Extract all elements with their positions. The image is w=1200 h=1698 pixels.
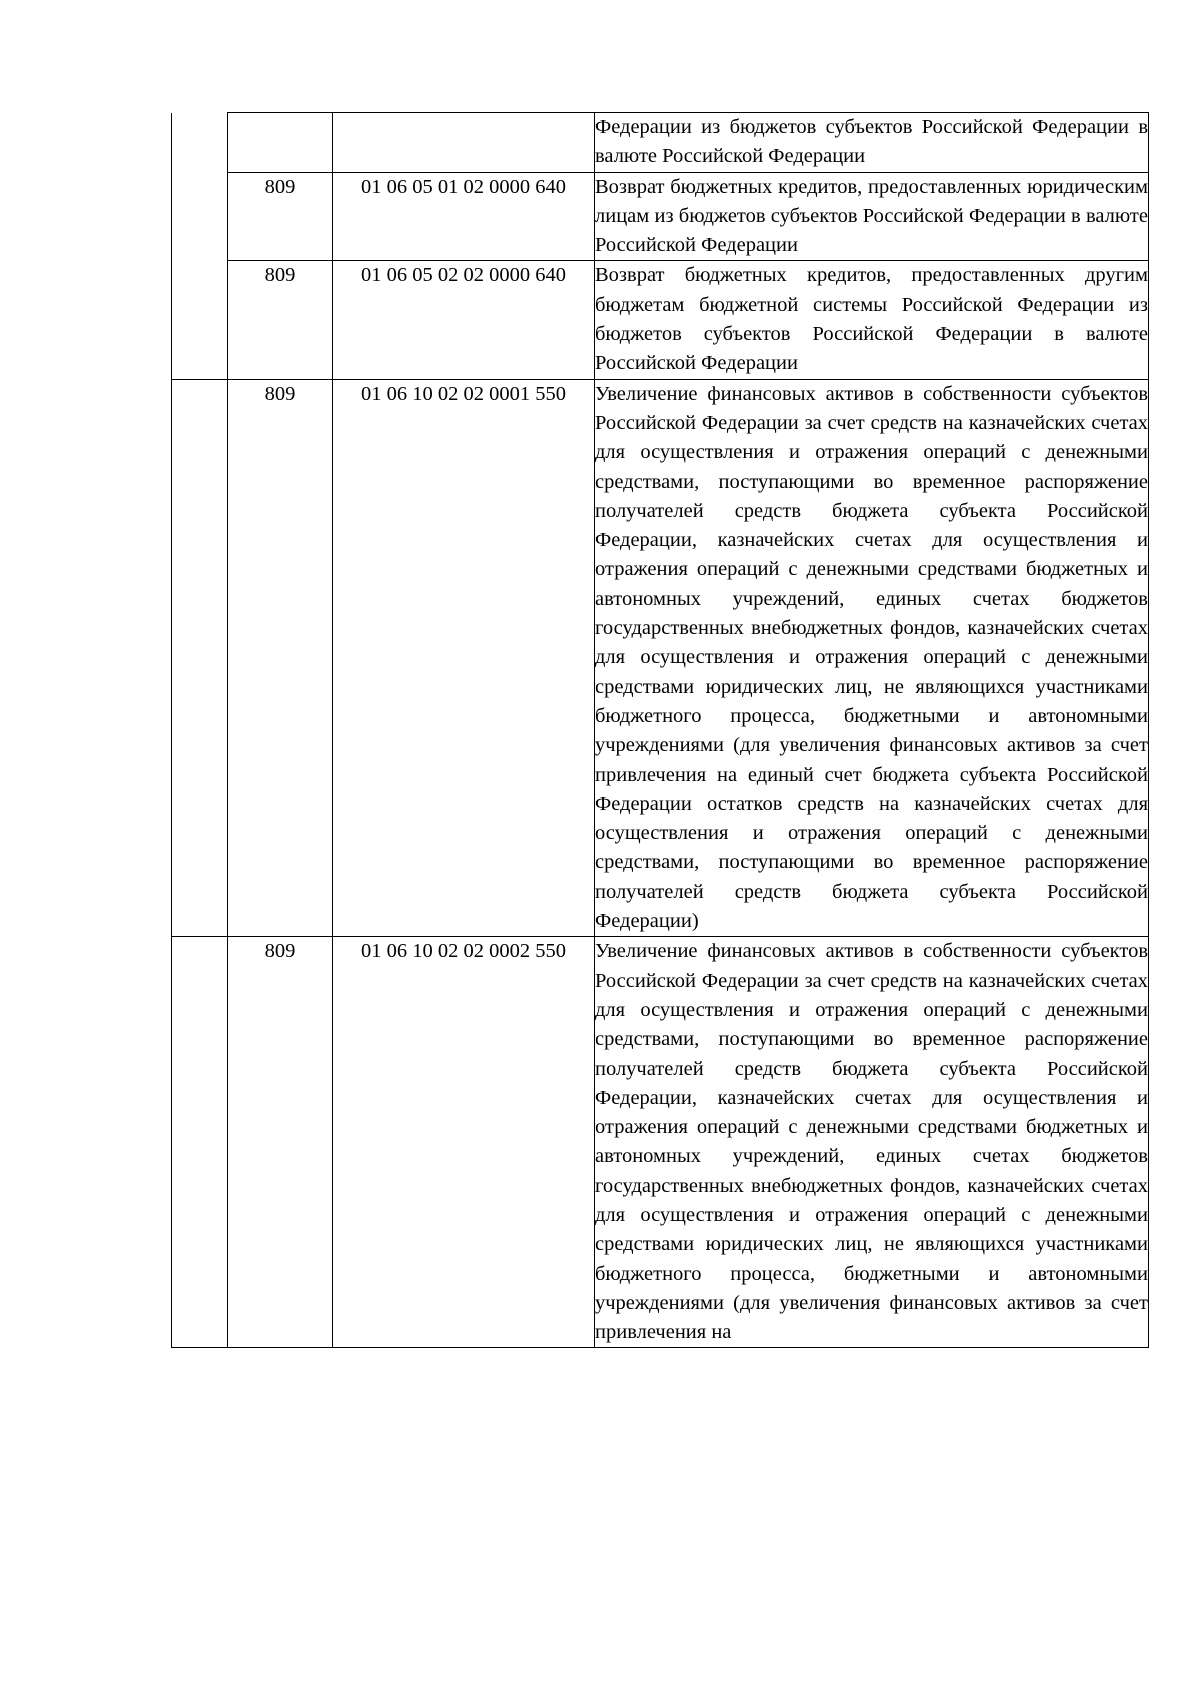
table-row (172, 261, 1149, 379)
budget-class-code-cell: 01 06 10 02 02 0001 550 (333, 379, 595, 937)
budget-class-code-cell: 01 06 10 02 02 0002 550 (333, 937, 595, 1348)
table-row (172, 172, 1149, 261)
table-row (172, 379, 1149, 937)
budget-class-code-cell: 01 06 05 02 02 0000 640 (333, 261, 595, 379)
description-cell: Федерации из бюджетов субъектов Российской Федерации в валюте Российской Федерации (595, 113, 1149, 173)
description-cell: Увеличение финансовых активов в собственности субъектов Российской Федерации за счет средств на казначейских счетах для осуществления и отражения операций с денежными средствами, поступающими во временное распоряжение получателей средств бюджета субъекта Российской Федерации, казначейских счетах для осуществления и отражения операций с денежными средствами бюджетных и автономных учреждений, единых счетах бюджетов государственных внебюджетных фондов, казначейских счетах для осуществления и отражения операций с денежными средствами юридических лиц, не являющихся участниками бюджетного процесса, бюджетными и автономными учреждениями (для увеличения финансовых активов за счет привлечения на (595, 937, 1149, 1348)
row-index-cell (172, 261, 228, 379)
document-page (171, 112, 1148, 1348)
budget-class-code-cell (333, 113, 595, 173)
description-cell: Увеличение финансовых активов в собственности субъектов Российской Федерации за счет средств на казначейских счетах для осуществления и отражения операций с денежными средствами, поступающими во временное распоряжение получателей средств бюджета субъекта Российской Федерации, казначейских счетах для осуществления и отражения операций с денежными средствами бюджетных и автономных учреждений, единых счетах бюджетов государственных внебюджетных фондов, казначейских счетах для осуществления и отражения операций с денежными средствами юридических лиц, не являющихся участниками бюджетного процесса, бюджетными и автономными учреждениями (для увеличения финансовых активов за счет привлечения на единый счет бюджета субъекта Российской Федерации остатков средств на казначейских счетах для осуществления и отражения операций с денежными средствами, поступающими во временное распоряжение получателей средств бюджета субъекта Российской Федерации) (595, 379, 1149, 937)
budget-sources-table (171, 112, 1149, 1348)
row-index-cell (172, 113, 228, 173)
row-index-cell (172, 172, 228, 261)
admin-code-cell (228, 113, 333, 173)
row-index-cell (172, 379, 228, 937)
table-row (172, 113, 1149, 173)
description-cell: Возврат бюджетных кредитов, предоставленных другим бюджетам бюджетной системы Российской Федерации из бюджетов субъектов Российской Федерации в валюте Российской Федерации (595, 261, 1149, 379)
admin-code-cell: 809 (228, 261, 333, 379)
budget-class-code-cell: 01 06 05 01 02 0000 640 (333, 172, 595, 261)
description-cell: Возврат бюджетных кредитов, предоставленных юридическим лицам из бюджетов субъектов Российской Федерации в валюте Российской Федерации (595, 172, 1149, 261)
row-index-cell (172, 937, 228, 1348)
admin-code-cell: 809 (228, 379, 333, 937)
admin-code-cell: 809 (228, 937, 333, 1348)
table-row (172, 937, 1149, 1348)
admin-code-cell: 809 (228, 172, 333, 261)
